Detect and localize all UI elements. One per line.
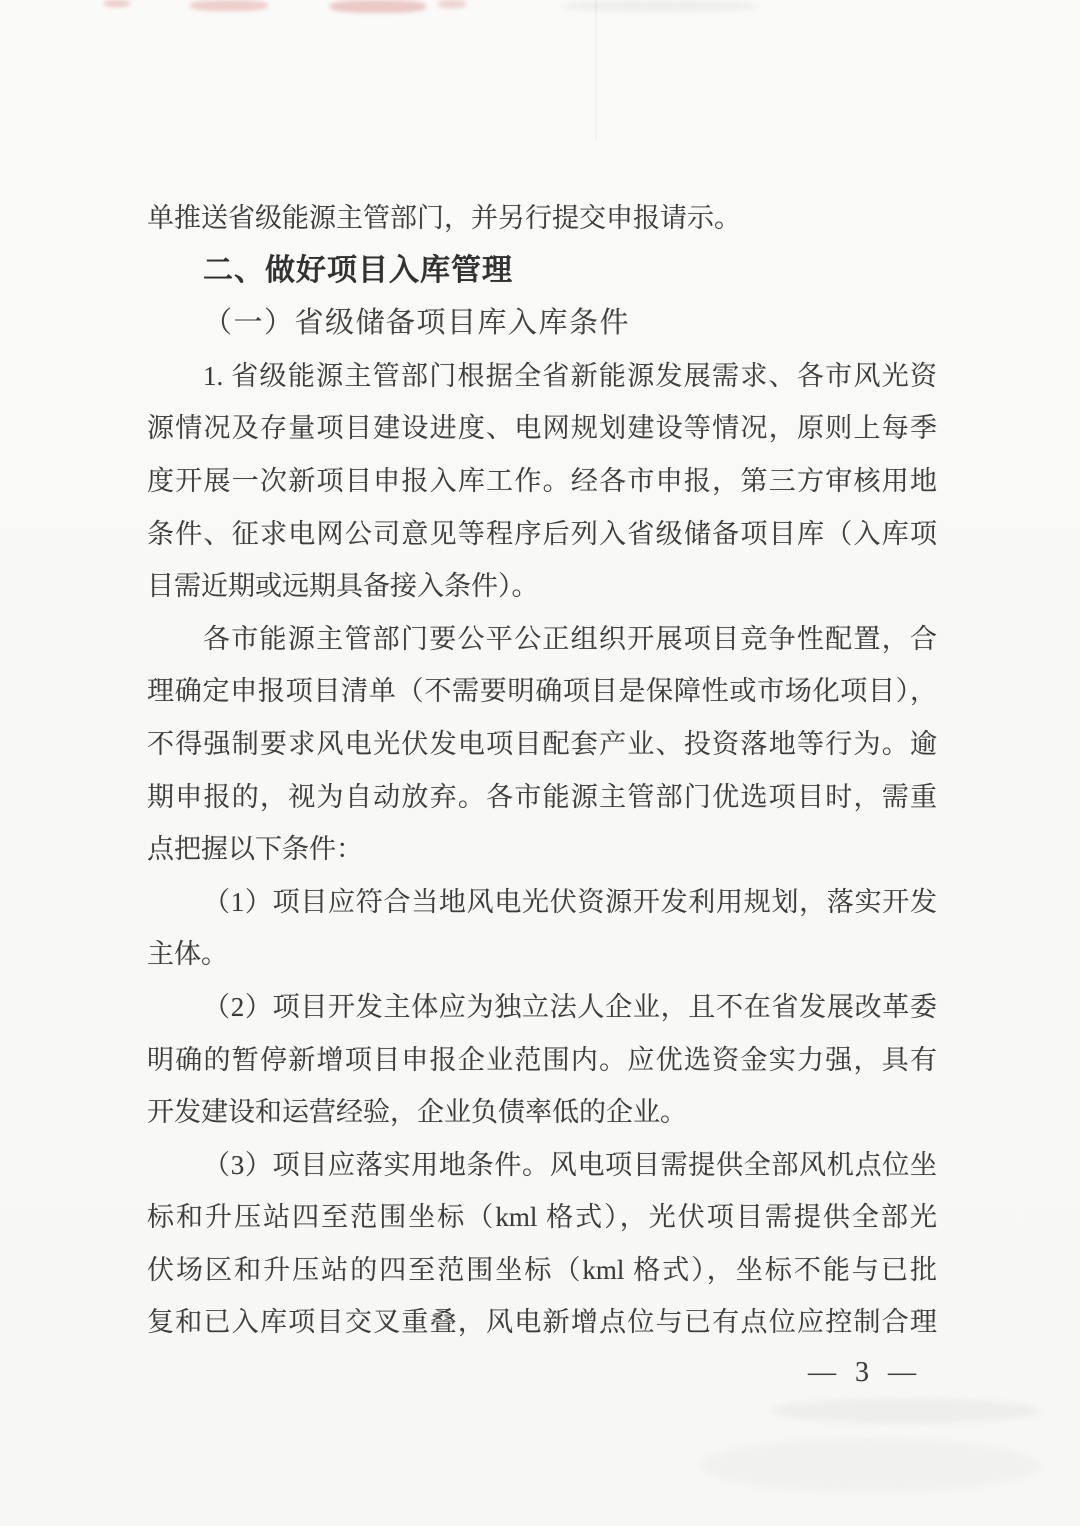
subsection-heading: （一）省级储备项目库入库条件 bbox=[203, 307, 631, 340]
red-letterhead-artifact bbox=[104, 0, 130, 7]
text-line: 各市能源主管部门要公平公正组织开展项目竞争性配置，合 bbox=[203, 623, 937, 654]
document-body bbox=[147, 192, 937, 1349]
text-line: 单推送省级能源主管部门，并另行提交申报请示。 bbox=[147, 203, 741, 233]
page-number: — 3 — bbox=[808, 1357, 922, 1388]
text-line: 伏场区和升压站的四至范围坐标（kml 格式），坐标不能与已批 bbox=[147, 1254, 937, 1285]
text-line: 目需近期或远期具备接入条件）。 bbox=[147, 571, 539, 602]
text-line: 明确的暂停新增项目申报企业范围内。应优选资金实力强，具有 bbox=[147, 1044, 937, 1075]
scan-smudge bbox=[700, 1438, 1040, 1493]
scan-smudge bbox=[560, 0, 760, 12]
text-line: 标和升压站四至范围坐标（kml 格式），光伏项目需提供全部光 bbox=[147, 1202, 937, 1233]
text-line: 源情况及存量项目建设进度、电网规划建设等情况，原则上每季 bbox=[147, 413, 937, 444]
scan-smudge bbox=[770, 1398, 1040, 1424]
text-line: 复和已入库项目交叉重叠，风电新增点位与已有点位应控制合理 bbox=[147, 1307, 937, 1338]
text-line: 条件、征求电网公司意见等程序后列入省级储备项目库（入库项 bbox=[147, 518, 937, 549]
text-line: 点把握以下条件： bbox=[147, 834, 363, 865]
text-line: 期申报的，视为自动放弃。各市能源主管部门优选项目时，需重 bbox=[147, 781, 937, 812]
text-line: （1）项目应符合当地风电光伏资源开发利用规划，落实开发 bbox=[203, 886, 937, 917]
section-heading: 二、做好项目入库管理 bbox=[203, 253, 513, 287]
text-line: （3）项目应落实用地条件。风电项目需提供全部风机点位坐 bbox=[203, 1149, 937, 1180]
scan-line-artifact bbox=[595, 0, 597, 140]
text-line: 不得强制要求风电光伏发电项目配套产业、投资落地等行为。逾 bbox=[147, 728, 937, 759]
text-line: （2）项目开发主体应为独立法人企业，且不在省发展改革委 bbox=[203, 991, 937, 1022]
red-letterhead-artifact bbox=[190, 0, 268, 11]
text-line: 主体。 bbox=[147, 939, 228, 970]
red-letterhead-artifact bbox=[438, 0, 466, 8]
text-line: 1. 省级能源主管部门根据全省新能源发展需求、各市风光资 bbox=[203, 360, 937, 391]
text-line: 开发建设和运营经验，企业负债率低的企业。 bbox=[147, 1097, 687, 1128]
text-line: 度开展一次新项目申报入库工作。经各市申报，第三方审核用地 bbox=[147, 465, 937, 496]
text-line: 理确定申报项目清单（不需要明确项目是保障性或市场化项目）， bbox=[147, 676, 937, 707]
red-letterhead-artifact bbox=[330, 0, 426, 13]
